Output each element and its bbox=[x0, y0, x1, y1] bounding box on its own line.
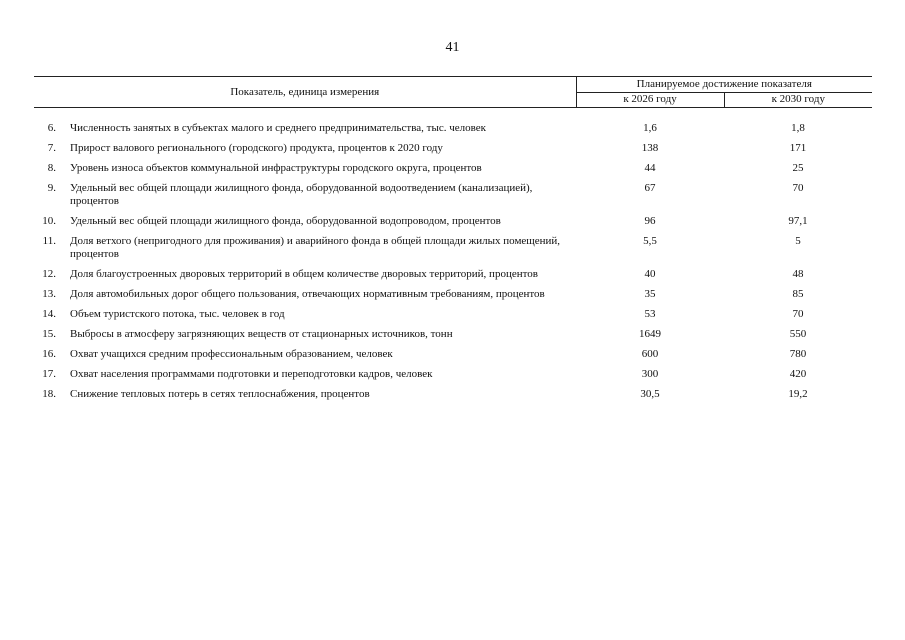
indicators-table-wrapper bbox=[34, 76, 872, 406]
row-value-2030: 85 bbox=[792, 288, 804, 300]
table-row bbox=[34, 233, 872, 266]
table-row bbox=[34, 213, 872, 233]
row-value-2026: 1649 bbox=[639, 328, 662, 340]
row-indicator-name: Снижение тепловых потерь в сетях теплоснабжения, процентов bbox=[70, 388, 370, 400]
table-row bbox=[34, 366, 872, 386]
row-value-2026: 1,6 bbox=[643, 122, 657, 134]
row-value-2026: 40 bbox=[644, 268, 656, 280]
row-indicator-name: Доля автомобильных дорог общего пользования, отвечающих нормативным требованиям, процентов bbox=[70, 288, 545, 300]
row-value-2026: 67 bbox=[644, 182, 656, 194]
row-value-2030: 48 bbox=[792, 268, 804, 280]
indicators-table bbox=[34, 76, 872, 406]
row-value-2026: 30,5 bbox=[640, 388, 660, 400]
row-value-2030: 780 bbox=[789, 348, 807, 360]
row-value-2030: 70 bbox=[792, 308, 804, 320]
row-indicator-name: Численность занятых в субъектах малого и среднего предпринимательства, тыс. человек bbox=[70, 122, 486, 134]
row-indicator-name: Объем туристского потока, тыс. человек в год bbox=[70, 308, 285, 320]
header-indicator: Показатель, единица измерения bbox=[34, 77, 576, 108]
row-value-2026: 300 bbox=[641, 368, 659, 380]
row-indicator-name: Доля ветхого (непригодного для проживания) и аварийного фонда в общей площади жилых помещений, процентов bbox=[70, 235, 561, 260]
row-indicator-name: Прирост валового регионального (городского) продукта, процентов к 2020 году bbox=[70, 142, 443, 154]
table-row bbox=[34, 266, 872, 286]
row-number: 13. bbox=[42, 288, 56, 300]
row-value-2030: 1,8 bbox=[791, 122, 805, 134]
row-number: 12. bbox=[42, 268, 56, 280]
row-number: 17. bbox=[42, 368, 56, 380]
row-indicator-name: Удельный вес общей площади жилищного фонда, оборудованной водоотведением (канализацией), процентов bbox=[70, 182, 533, 207]
row-indicator-name: Уровень износа объектов коммунальной инфраструктуры городского округа, процентов bbox=[70, 162, 482, 174]
table-row bbox=[34, 306, 872, 326]
row-value-2026: 5,5 bbox=[643, 235, 657, 247]
row-value-2030: 70 bbox=[792, 182, 804, 194]
table-body bbox=[34, 108, 872, 407]
row-number: 6. bbox=[47, 122, 56, 134]
table-row bbox=[34, 180, 872, 213]
table-row bbox=[34, 160, 872, 180]
table-row bbox=[34, 286, 872, 306]
table-row bbox=[34, 140, 872, 160]
row-number: 9. bbox=[47, 182, 56, 194]
row-number: 18. bbox=[42, 388, 56, 400]
table-row bbox=[34, 326, 872, 346]
row-number: 16. bbox=[42, 348, 56, 360]
row-indicator-name: Удельный вес общей площади жилищного фонда, оборудованной водопроводом, процентов bbox=[70, 215, 501, 227]
row-value-2026: 44 bbox=[644, 162, 656, 174]
row-value-2030: 25 bbox=[792, 162, 804, 174]
row-indicator-name: Доля благоустроенных дворовых территорий в общем количестве дворовых территорий, процентов bbox=[70, 268, 538, 280]
row-value-2030: 5 bbox=[795, 235, 801, 247]
row-value-2030: 420 bbox=[789, 368, 807, 380]
table-row bbox=[34, 346, 872, 366]
row-number: 8. bbox=[47, 162, 56, 174]
table-row bbox=[34, 386, 872, 406]
header-year-2030: к 2030 году bbox=[724, 92, 872, 108]
row-value-2030: 171 bbox=[789, 142, 807, 154]
row-number: 11. bbox=[42, 235, 56, 247]
row-value-2026: 600 bbox=[641, 348, 659, 360]
row-number: 7. bbox=[47, 142, 56, 154]
row-indicator-name: Охват населения программами подготовки и переподготовки кадров, человек bbox=[70, 368, 433, 380]
row-value-2026: 138 bbox=[641, 142, 659, 154]
page-number: 41 bbox=[445, 40, 460, 55]
row-value-2026: 96 bbox=[644, 215, 656, 227]
row-value-2030: 550 bbox=[789, 328, 807, 340]
table-header bbox=[34, 77, 872, 108]
row-number: 14. bbox=[42, 308, 56, 320]
header-planned-achievement: Планируемое достижение показателя bbox=[576, 77, 872, 93]
row-number: 10. bbox=[42, 215, 56, 227]
row-value-2030: 97,1 bbox=[788, 215, 808, 227]
row-value-2026: 35 bbox=[644, 288, 656, 300]
row-indicator-name: Выбросы в атмосферу загрязняющих веществ от стационарных источников, тонн bbox=[70, 328, 453, 340]
row-value-2030: 19,2 bbox=[788, 388, 808, 400]
row-number: 15. bbox=[42, 328, 56, 340]
table-row bbox=[34, 120, 872, 140]
header-year-2026: к 2026 году bbox=[576, 92, 724, 108]
row-value-2026: 53 bbox=[644, 308, 656, 320]
row-indicator-name: Охват учащихся средним профессиональным образованием, человек bbox=[70, 348, 393, 360]
